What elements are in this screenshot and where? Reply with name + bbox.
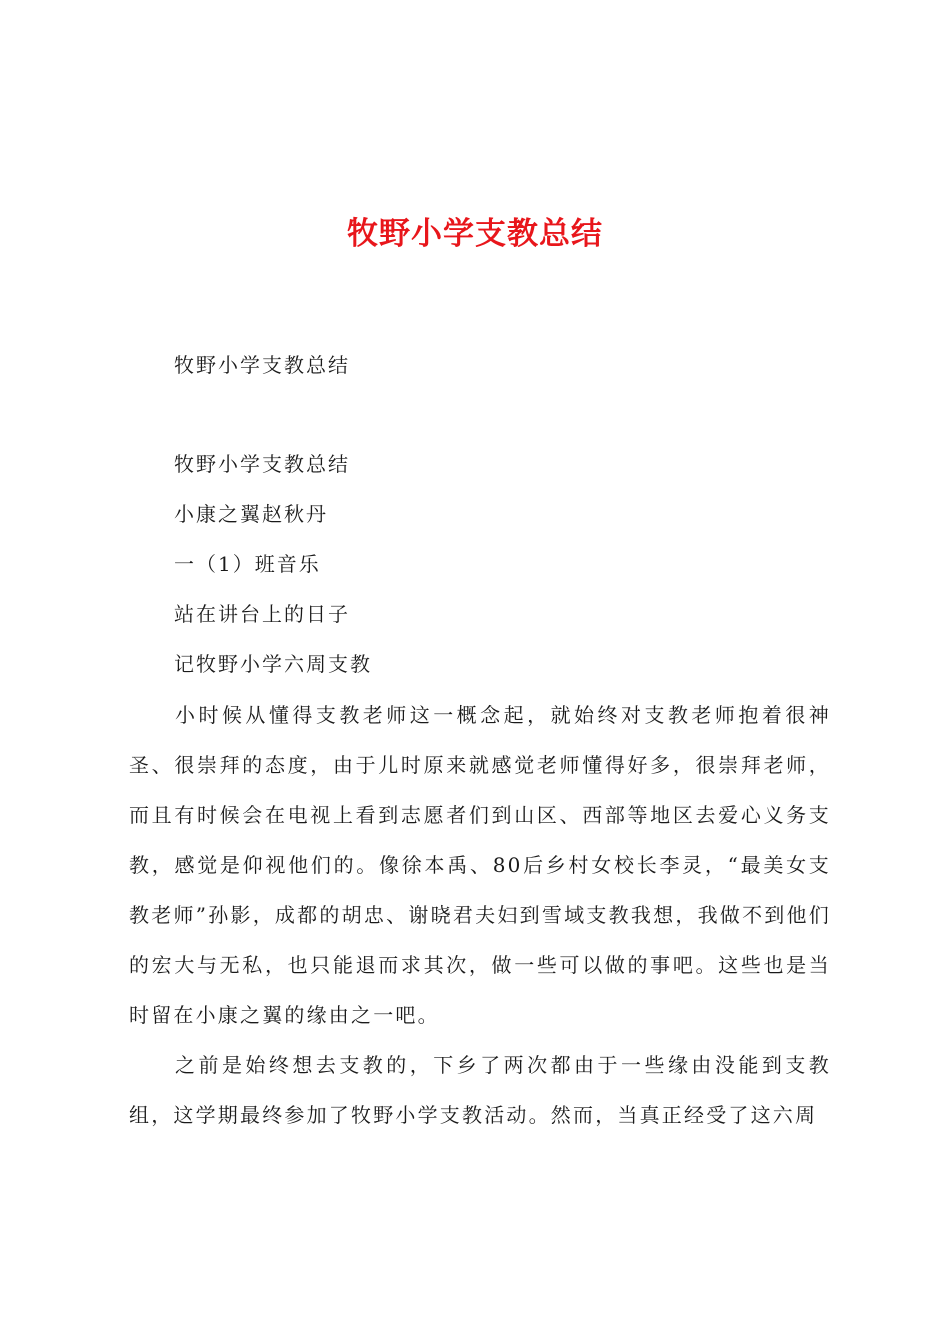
- subheading-line: 牧野小学支教总结: [174, 452, 350, 476]
- body-paragraph: 之前是始终想去支教的，下乡了两次都由于一些缘由没能到支教组，这学期最终参加了牧野小学支教活动。然而，当真正经受了这六周: [129, 1053, 831, 1127]
- section-title-line: 站在讲台上的日子: [174, 602, 350, 626]
- section-subtitle-line: 记牧野小学六周支教: [174, 652, 372, 676]
- author-line: 小康之翼赵秋丹: [174, 502, 328, 526]
- document-title: 牧野小学支教总结: [347, 216, 603, 252]
- heading-line: 牧野小学支教总结: [174, 353, 350, 377]
- body-paragraph: 小时候从懂得支教老师这一概念起，就始终对支教老师抱着很神圣、很崇拜的态度，由于儿时原来就感觉老师懂得好多，很崇拜老师，而且有时候会在电视上看到志愿者们到山区、西部等地区去爱心义务支教，感觉是仰视他们的。像徐本禹、80后乡村女校长李灵，“最美女支教老师”孙影，成都的胡忠、谢晓君夫妇到雪域支教我想，我做不到他们的宏大与无私，也只能退而求其次，做一些可以做的事吧。这些也是当时留在小康之翼的缘由之一吧。: [129, 703, 831, 1027]
- class-line: 一（1）班音乐: [174, 552, 321, 576]
